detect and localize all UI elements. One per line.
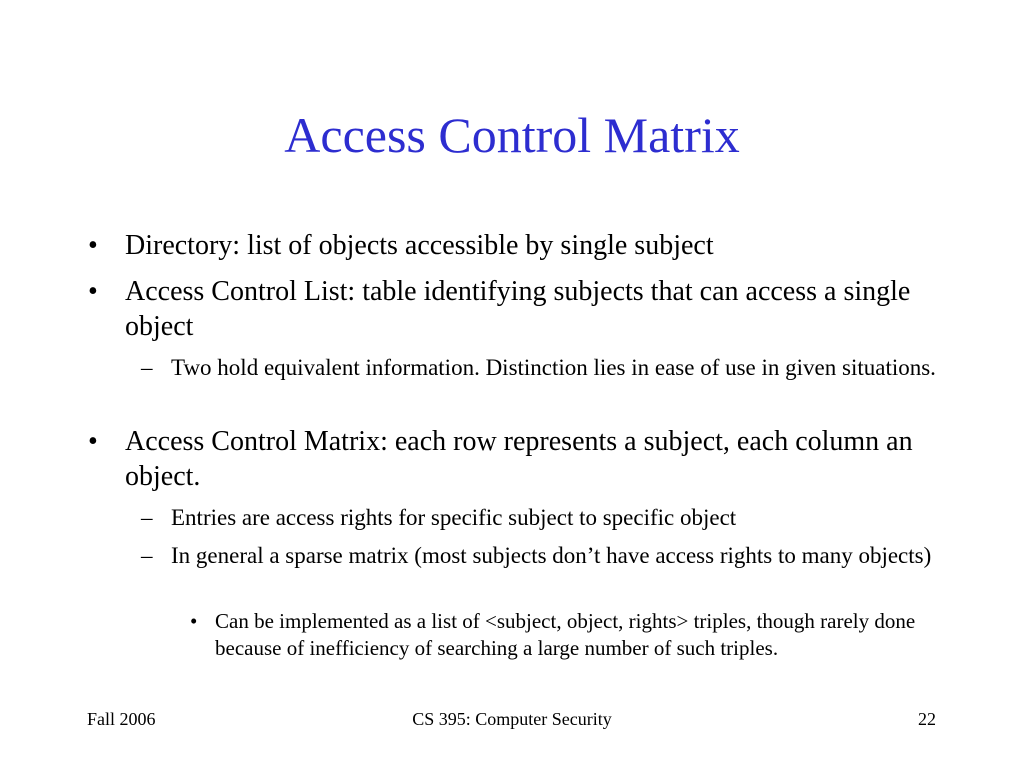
dash-marker: – [141, 355, 153, 380]
sub-sub-item-text: Can be implemented as a list of <subject, object, rights> triples, though rarely done because of inefficiency of searching a large number of such triples. [215, 609, 916, 660]
dash-marker: – [141, 543, 153, 568]
footer-date: Fall 2006 [87, 709, 156, 729]
bullet-item-directory [88, 228, 985, 263]
dash-marker: – [141, 505, 153, 530]
slide-title: Access Control Matrix [284, 107, 740, 163]
bullet-text: Access Control Matrix: each row represents a subject, each column an object. [125, 426, 913, 492]
bullet-marker: • [190, 609, 198, 633]
sub-item-text: In general a sparse matrix (most subjects don’t have access rights to many objects) [171, 543, 932, 568]
bullet-marker: • [88, 426, 98, 457]
bullet-text: Access Control List: table identifying subjects that can access a single object [125, 276, 911, 342]
sub-item-sparse-matrix [141, 541, 971, 571]
bullet-text: Directory: list of objects accessible by single subject [125, 230, 714, 261]
sub-item-entries [141, 503, 971, 533]
sub-item-equivalent-info [141, 353, 971, 383]
footer-page-number: 22 [918, 709, 936, 729]
bullet-marker: • [88, 276, 98, 307]
bullet-item-acl [88, 274, 985, 344]
sub-sub-item-triples [190, 608, 975, 662]
footer-course: CS 395: Computer Security [412, 709, 612, 729]
sub-item-text: Entries are access rights for specific subject to specific object [171, 505, 737, 530]
bullet-item-acm [88, 424, 985, 494]
bullet-marker: • [88, 230, 98, 261]
sub-item-text: Two hold equivalent information. Distinction lies in ease of use in given situations. [171, 355, 936, 380]
